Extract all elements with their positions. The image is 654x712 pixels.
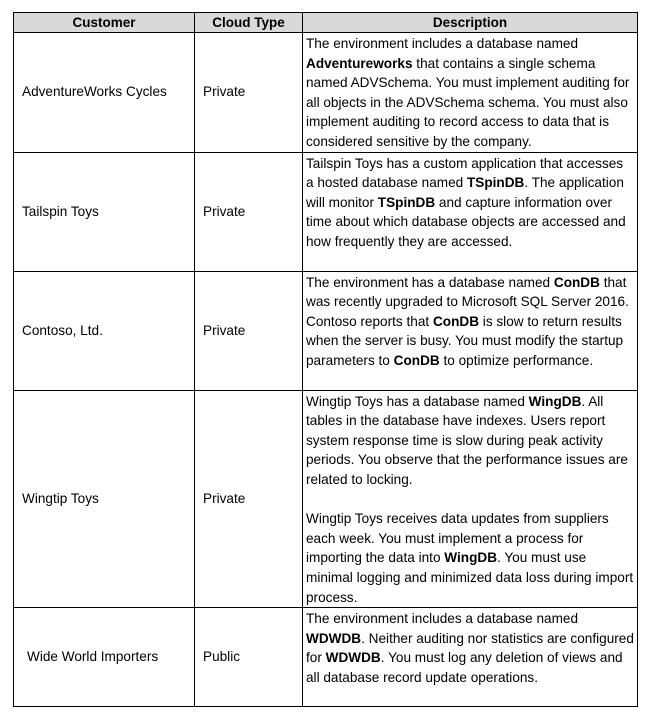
bold-term: ConDB [432, 313, 480, 329]
cloud-type-cell: Private [195, 390, 303, 608]
customer-cell: Wide World Importers [14, 608, 195, 707]
description-paragraph [306, 34, 634, 152]
description-cell [303, 390, 638, 608]
bold-term: WDWDB [325, 650, 381, 666]
cloud-type-cell: Public [195, 608, 303, 707]
description-text: . You must use minimal logging and minimized data loss during import process. [306, 550, 634, 605]
description-cell [303, 608, 638, 707]
description-text: is slow to return results when the server is busy. You must modify the startup parameters to [306, 313, 624, 368]
table-row [14, 608, 638, 707]
table-row [14, 33, 638, 153]
customer-table [13, 12, 638, 707]
cloud-type-cell: Private [195, 33, 303, 153]
bold-term: WingDB [528, 393, 582, 409]
table-row [14, 390, 638, 608]
description-text: to optimize performance. [439, 352, 594, 368]
bold-term: TSpinDB [377, 194, 436, 210]
description-text: . All tables in the database have indexes. Users report system response time is slow during peak activity periods. You observe that the performance issues are related to locking. [306, 393, 628, 487]
description-paragraph [306, 609, 634, 687]
header-customer: Customer [14, 13, 195, 33]
customer-cell: AdventureWorks Cycles [14, 33, 195, 153]
description-text: Tailspin Toys has a custom application that accesses a hosted database named [306, 155, 624, 191]
bold-term: Adventureworks [306, 55, 413, 71]
customer-table-container [13, 12, 637, 707]
bold-term: WDWDB [306, 630, 362, 646]
header-description: Description [303, 13, 638, 33]
header-cloud-type: Cloud Type [195, 13, 303, 33]
bold-term: TSpinDB [466, 175, 525, 191]
description-paragraph [306, 154, 634, 252]
description-paragraph [306, 392, 634, 490]
description-cell [303, 152, 638, 271]
cloud-type-cell: Private [195, 152, 303, 271]
description-text: The environment includes a database named [306, 36, 579, 51]
description-text: and capture information over time about which database objects are accessed and how frequently they are accessed. [306, 194, 626, 249]
description-paragraph [306, 509, 634, 607]
description-text: Wingtip Toys has a database named [306, 393, 529, 409]
bold-term: ConDB [393, 352, 440, 368]
description-text: Wingtip Toys receives data updates from suppliers each week. You must implement a process for importing the data into [306, 511, 609, 566]
description-text: . You must log any deletion of views and all database record update operations. [306, 650, 623, 685]
description-cell [303, 33, 638, 153]
description-text: that was recently upgraded to Microsoft SQL Server 2016. Contoso reports that [306, 274, 629, 329]
header-row [14, 13, 638, 33]
description-paragraph [306, 273, 634, 371]
description-cell [303, 271, 638, 390]
table-row [14, 152, 638, 271]
customer-cell: Contoso, Ltd. [14, 271, 195, 390]
customer-cell: Wingtip Toys [14, 390, 195, 608]
customer-cell: Tailspin Toys [14, 152, 195, 271]
table-row [14, 271, 638, 390]
bold-term: ConDB [553, 274, 600, 290]
description-text: . Neither auditing nor statistics are configured for [306, 630, 634, 666]
description-text: The environment has a database named [306, 274, 554, 290]
description-text: . The application will monitor [306, 175, 624, 210]
description-text: The environment includes a database named [306, 611, 579, 627]
bold-term: WingDB [444, 550, 498, 566]
cloud-type-cell: Private [195, 271, 303, 390]
description-text: that contains a single schema named ADVSchema. You must implement auditing for all objects in the ADVSchema schema. You must also implement auditing to record access to data that is considered sensitive by the company. [306, 55, 630, 149]
